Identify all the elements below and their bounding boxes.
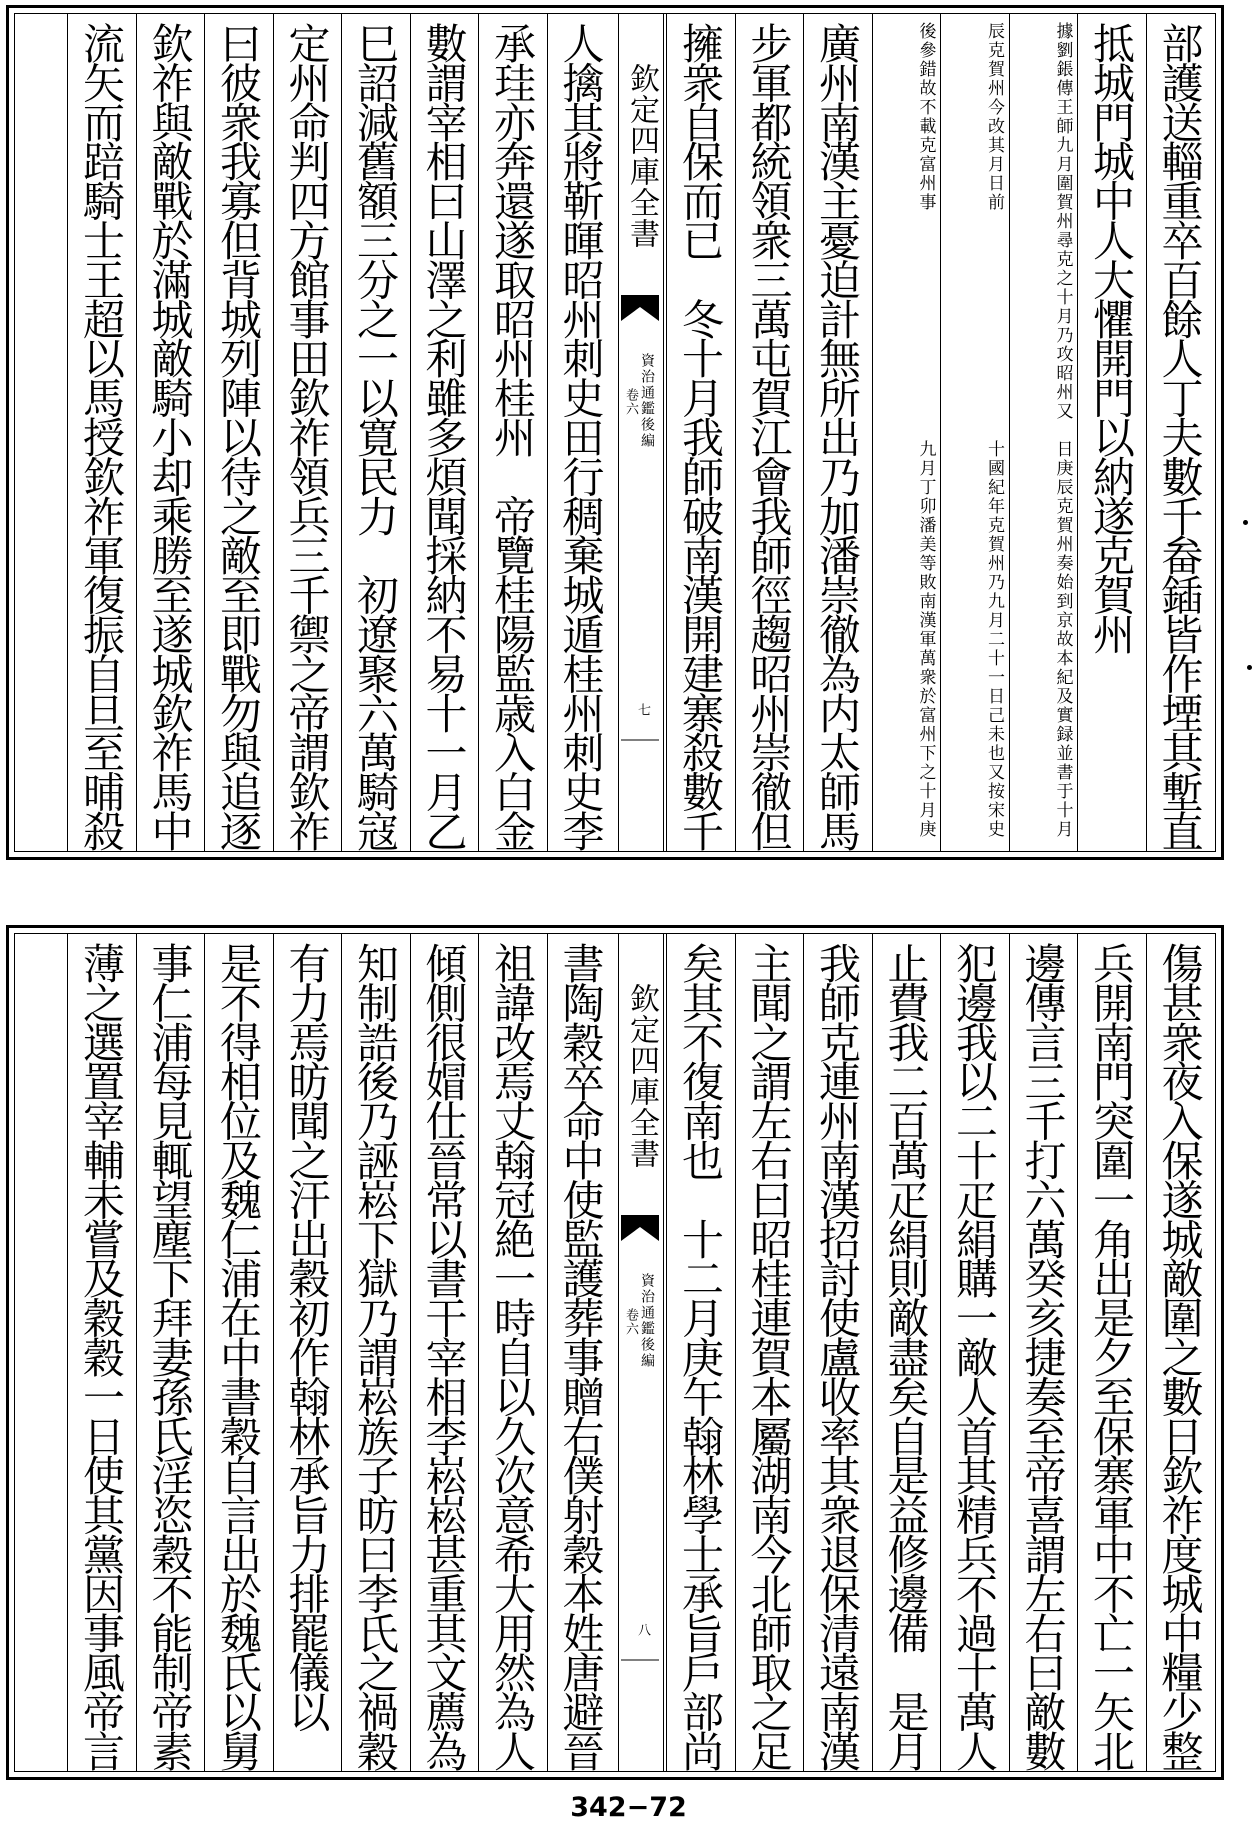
column-rule xyxy=(341,13,342,852)
center-fold xyxy=(618,13,664,852)
lower-fish-line-icon xyxy=(621,1655,659,1665)
lower-page xyxy=(6,925,1224,1780)
text-column: 傾側很媢仕晉常以書干宰相李崧崧甚重其文薦為 xyxy=(419,942,469,1770)
text-column: 有力焉昉聞之汗出穀初作翰林承旨力排罷儀以 xyxy=(282,942,332,1731)
text-column: 止費我二百萬疋絹則敵盡矣自是益修邊備 是月 xyxy=(881,942,931,1770)
commentary-line: 辰克賀州今改其月日前 xyxy=(984,22,1004,212)
column-rule xyxy=(136,13,137,852)
text-column: 兵開南門突圍一角出是夕至保寨軍中不亡一矢北 xyxy=(1087,942,1136,1770)
column-rule xyxy=(735,933,736,1772)
commentary-line: 十國紀年克賀州乃九月二十一日己未也又按宋史 xyxy=(984,440,1004,839)
text-column: 抵城門城中人大懼開門以納遂克賀州 xyxy=(1087,22,1136,653)
column-rule xyxy=(410,933,411,1772)
margin-dot xyxy=(1247,665,1252,670)
column-rule xyxy=(735,13,736,852)
page-number: 342−72 xyxy=(570,1792,687,1823)
text-column: 廣州南漢主憂迫計無所出乃加潘崇徹為内太師馬 xyxy=(813,22,862,850)
column-rule xyxy=(803,933,804,1772)
text-column: 巳詔減舊額三分之一以寛民力 初遼聚六萬騎寇 xyxy=(351,22,400,850)
text-column: 祖諱改焉丈翰冠絶一時自以久次意希大用然為人 xyxy=(488,942,537,1770)
column-rule xyxy=(1009,933,1010,1772)
column-rule xyxy=(204,13,205,852)
text-column: 傷甚衆夜入保遂城敵圍之數日欽祚度城中糧少整 xyxy=(1155,942,1205,1770)
commentary-column xyxy=(941,22,1007,858)
column-rule xyxy=(547,13,548,852)
column-rule xyxy=(666,13,667,852)
column-rule xyxy=(547,933,548,1772)
lower-fish-line-icon xyxy=(621,735,659,745)
text-column: 部護送輜重卒百餘人丁夫數千畚鍤皆作堙其塹直 xyxy=(1155,22,1205,850)
column-rule xyxy=(872,13,873,852)
column-rule xyxy=(1077,933,1078,1772)
text-column: 數謂宰相曰山澤之利雖多煩聞採納不易十一月乙 xyxy=(419,22,469,850)
center-fold xyxy=(618,933,664,1772)
text-column: 曰彼衆我寡但背城列陣以待之敵至即戰勿與追逐 xyxy=(214,22,263,850)
column-rule xyxy=(1146,933,1147,1772)
text-column: 事仁浦每見輒望塵下拜妻孫氏淫恣穀不能制帝素 xyxy=(145,942,195,1770)
text-column: 主聞之謂左右曰昭桂連賀本屬湖南今北師取之足 xyxy=(744,942,794,1770)
center-book-title: 欽定四庫全書 xyxy=(624,983,659,1169)
column-rule xyxy=(940,933,941,1772)
text-column: 我師克連州南漢招討使盧收率其衆退保清遠南漢 xyxy=(813,942,862,1770)
column-rule xyxy=(940,13,941,852)
column-rule xyxy=(1077,13,1078,852)
text-column: 薄之選置宰輔未嘗及穀穀一日使其黨因事風帝言 xyxy=(77,942,126,1770)
column-rule xyxy=(478,13,479,852)
column-rule xyxy=(410,13,411,852)
center-folio-number: 七 xyxy=(635,703,650,716)
text-column: 人擒其將靳暉昭州刺史田行稠棄城遁桂州刺史李 xyxy=(556,22,606,850)
text-column: 欽祚與敵戰於滿城敵騎小却乘勝至遂城欽祚馬中 xyxy=(145,22,195,850)
fish-tail-mark-icon xyxy=(621,1215,659,1245)
text-column: 邊傳言三千打六萬癸亥捷奏至帝喜謂左右曰敵數 xyxy=(1018,942,1068,1770)
column-rule xyxy=(872,933,873,1772)
column-rule xyxy=(67,933,68,1772)
column-rule xyxy=(341,933,342,1772)
center-juan-number: 卷六 xyxy=(623,388,638,416)
text-column: 是不得相位及魏仁浦在中書穀自言出於魏氏以舅 xyxy=(214,942,263,1770)
text-column: 流矢而踣騎士王超以馬授欽祚軍復振自旦至晡殺 xyxy=(77,22,126,850)
commentary-line: 日庚辰克賀州奏始到京故本紀及實録並書于十月 xyxy=(1052,440,1073,839)
commentary-line: 九月丁卯潘美等敗南漢軍萬衆於富州下之十月庚 xyxy=(915,440,936,839)
commentary-line: 後參錯故不載克富州事 xyxy=(915,22,936,212)
text-column: 定州命判四方館事田欽祚領兵三千禦之帝謂欽祚 xyxy=(282,22,332,850)
commentary-line: 據劉鋹傳王師九月圍賀州尋克之十月乃攻昭州又 xyxy=(1052,22,1073,421)
commentary-column xyxy=(873,22,939,858)
column-rule xyxy=(1146,13,1147,852)
column-rule xyxy=(666,933,667,1772)
column-rule xyxy=(803,13,804,852)
center-sub-title: 資治通鑑後編 xyxy=(639,353,655,449)
upper-page xyxy=(6,5,1224,860)
column-rule xyxy=(136,933,137,1772)
column-rule xyxy=(204,933,205,1772)
center-sub-title: 資治通鑑後編 xyxy=(639,1273,655,1369)
margin-dot xyxy=(1243,520,1248,525)
column-rule xyxy=(67,13,68,852)
column-rule xyxy=(478,933,479,1772)
center-juan-number: 卷六 xyxy=(623,1308,638,1336)
text-column: 步軍都統領衆三萬屯賀江會我師徑趨昭州崇徹但 xyxy=(744,22,794,850)
fish-tail-mark-icon xyxy=(621,295,659,325)
text-column: 犯邊我以二十疋絹購一敵人首其精兵不過十萬人 xyxy=(950,942,999,1770)
center-book-title: 欽定四庫全書 xyxy=(624,63,659,249)
text-column: 知制誥後乃誣崧下獄乃謂崧族子昉曰李氏之禍穀 xyxy=(351,942,400,1770)
text-column: 承珪亦奔還遂取昭州桂州 帝覽桂陽監歳入白金 xyxy=(488,22,537,850)
text-column: 書陶穀卒命中使監護葬事贈右僕射穀本姓唐避晉 xyxy=(556,942,606,1770)
text-column: 矣其不復南也 十二月庚午翰林學士承旨戶部尚 xyxy=(676,942,725,1770)
center-folio-number: 八 xyxy=(635,1623,650,1636)
commentary-column xyxy=(1010,22,1076,858)
column-rule xyxy=(1009,13,1010,852)
column-rule xyxy=(273,13,274,852)
text-column: 擁衆自保而已 冬十月我師破南漢開建寨殺數千 xyxy=(676,22,725,850)
column-rule xyxy=(273,933,274,1772)
